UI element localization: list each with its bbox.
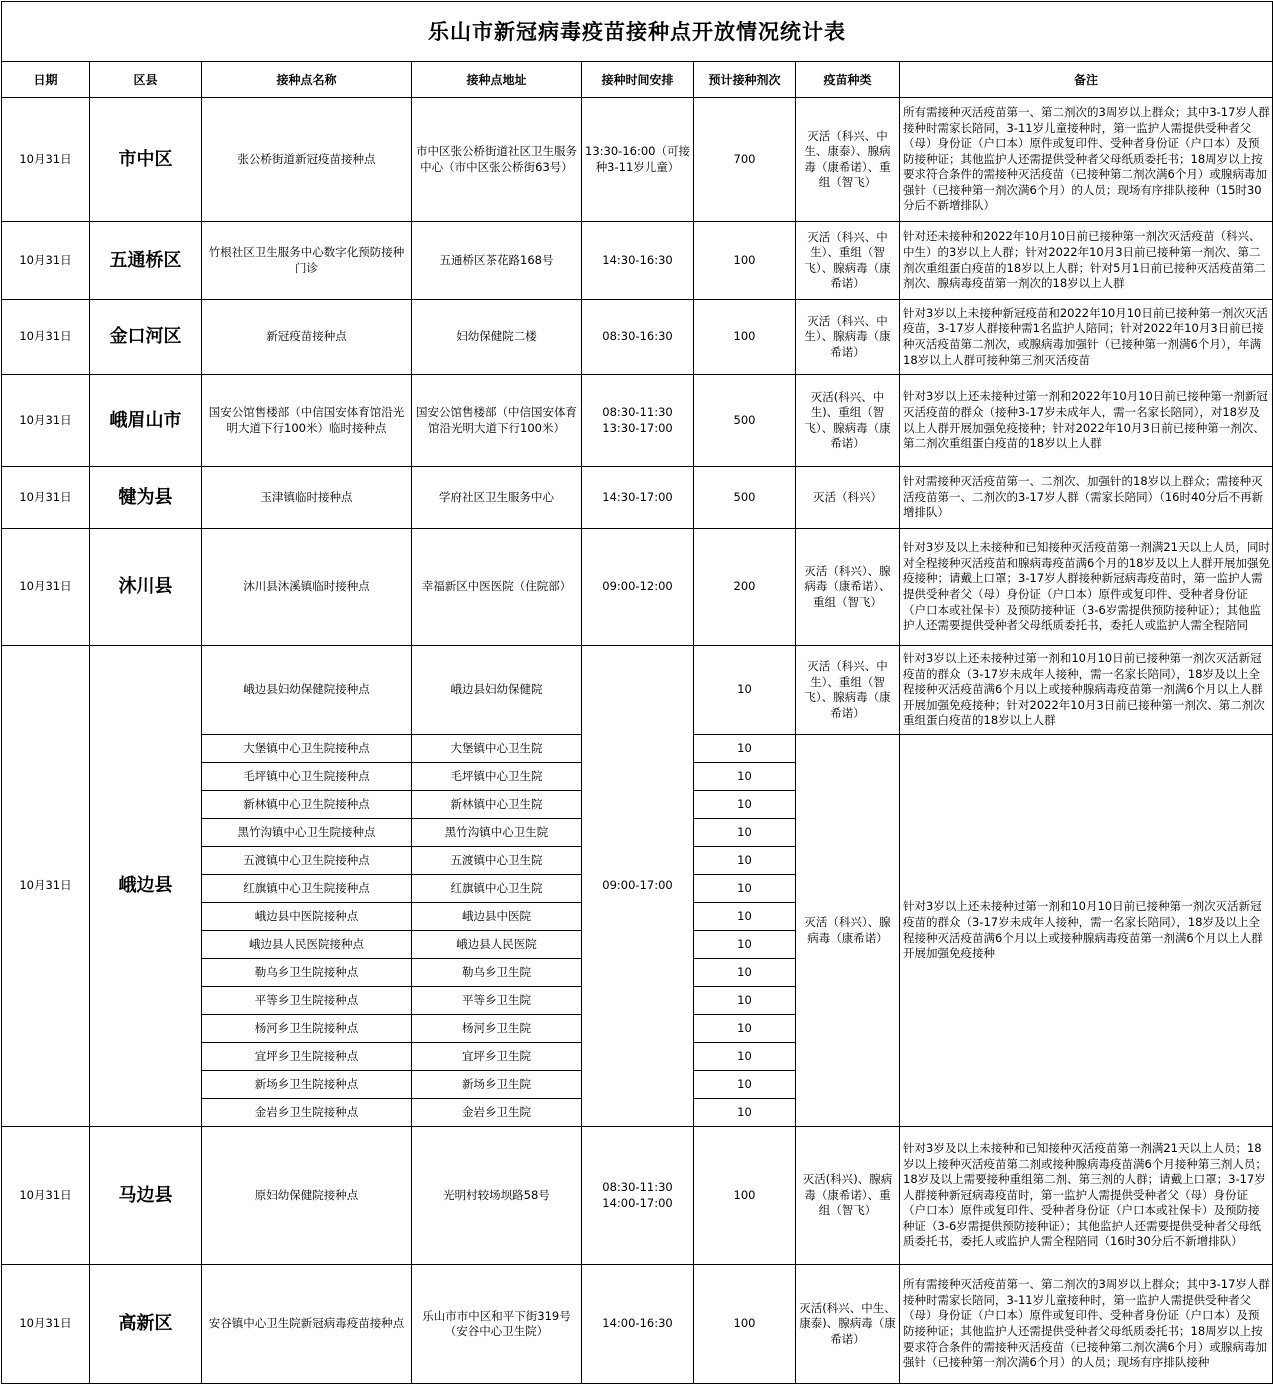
cell-site-name: 峨边县中医院接种点 xyxy=(202,903,412,931)
cell-county: 沐川县 xyxy=(90,529,202,646)
cell-county: 五通桥区 xyxy=(90,222,202,300)
cell-site-address: 学府社区卫生服务中心 xyxy=(412,467,582,529)
cell-note: 针对3岁及以上未接种和已知接种灭活疫苗第一剂满21天以上人员；18岁以上接种灭活疫苗第二剂或接种腺病毒疫苗满6个月接种第三剂人员；18岁及以上需要接种重组第二剂、第三剂的人群；请戴上口罩；3-17岁人群接种新冠病毒疫苗时，第一监护人需提供受种者父（母）身份证（户口本）原件或复印件、受种者身份证（户口本或社保卡）及预防接种证（3-6岁需提供预防接种证）；其他监护人还需要提供受种者父母纸质委托书，委托人或监护人需全程陪同（16时30分后不新增排队） xyxy=(900,1127,1273,1265)
cell-site-address: 新林镇中心卫生院 xyxy=(412,791,582,819)
cell-doses: 10 xyxy=(694,1099,796,1127)
table-row xyxy=(2,529,1273,646)
cell-site-address: 平等乡卫生院 xyxy=(412,987,582,1015)
cell-doses: 10 xyxy=(694,903,796,931)
header-date: 日期 xyxy=(2,62,90,98)
cell-site-name: 峨边县妇幼保健院接种点 xyxy=(202,646,412,735)
cell-site-address: 杨河乡卫生院 xyxy=(412,1015,582,1043)
cell-vaccine: 灭活(科兴、中生、康泰)、腺病毒（康希诺） xyxy=(796,1265,900,1384)
page-title: 乐山市新冠病毒疫苗接种点开放情况统计表 xyxy=(2,2,1273,62)
cell-doses: 100 xyxy=(694,1265,796,1384)
cell-site-address: 市中区张公桥街道社区卫生服务中心（市中区张公桥街63号） xyxy=(412,98,582,222)
cell-doses: 100 xyxy=(694,300,796,375)
cell-doses: 500 xyxy=(694,467,796,529)
cell-site-address: 新场乡卫生院 xyxy=(412,1071,582,1099)
cell-time: 13:30-16:00（可接种3-11岁儿童） xyxy=(582,98,694,222)
cell-site-name: 新林镇中心卫生院接种点 xyxy=(202,791,412,819)
table-row xyxy=(2,1127,1273,1265)
cell-date: 10月31日 xyxy=(2,1265,90,1384)
cell-county: 峨眉山市 xyxy=(90,375,202,467)
cell-county: 高新区 xyxy=(90,1265,202,1384)
cell-doses: 10 xyxy=(694,646,796,735)
cell-site-name: 国安公馆售楼部（中信国安体育馆沿光明大道下行100米）临时接种点 xyxy=(202,375,412,467)
cell-date: 10月31日 xyxy=(2,646,90,1127)
cell-doses: 10 xyxy=(694,987,796,1015)
cell-site-name: 沐川县沐溪镇临时接种点 xyxy=(202,529,412,646)
cell-doses: 10 xyxy=(694,819,796,847)
cell-site-address: 红旗镇中心卫生院 xyxy=(412,875,582,903)
cell-site-name: 安谷镇中心卫生院新冠病毒疫苗接种点 xyxy=(202,1265,412,1384)
cell-note: 所有需接种灭活疫苗第一、第二剂次的3周岁以上群众；其中3-17岁人群接种时需家长陪同，3-11岁儿童接种时，第一监护人需提供受种者父（母）身份证（户口本）原件或复印件、受种者身份证（户口本）及预防接种证；其他监护人还需提供受种者父母纸质委托书；18周岁以上按要求符合条件的需接种灭活疫苗（已接种第二剂次满6个月）或腺病毒加强针（已接种第一剂次满6个月）的人员；现场有序排队接种（15时30分后不新增排队） xyxy=(900,98,1273,222)
header-site-address: 接种点地址 xyxy=(412,62,582,98)
cell-date: 10月31日 xyxy=(2,300,90,375)
vaccination-sites-table xyxy=(1,1,1273,1384)
table-row xyxy=(2,222,1273,300)
cell-site-name: 竹根社区卫生服务中心数字化预防接种门诊 xyxy=(202,222,412,300)
cell-site-address: 大堡镇中心卫生院 xyxy=(412,735,582,763)
cell-note: 针对3岁以上还未接种过第一剂和10月10日前已接种第一剂次灭活新冠疫苗的群众（3-17岁未成年人接种，需一名家长陪同），18岁及以上全程接种灭活疫苗满6个月以上或接种腺病毒疫苗第一剂满6个月以上人群开展加强免疫接种；针对2022年10月3日前已接种第一剂次、第二剂次重组蛋白疫苗的18岁以上人群 xyxy=(900,646,1273,735)
cell-vaccine: 灭活（科兴、中生）、重组（智飞）、腺病毒（康希诺） xyxy=(796,646,900,735)
cell-vaccine: 灭活（科兴）、腺病毒（康希诺） xyxy=(796,735,900,1127)
cell-site-name: 五渡镇中心卫生院接种点 xyxy=(202,847,412,875)
table-row xyxy=(2,300,1273,375)
cell-note: 针对还未接种和2022年10月10日前已接种第一剂次灭活疫苗（科兴、中生）的3岁以上人群；针对2022年10月3日前已接种第一剂次、第二剂次重组蛋白疫苗的18岁以上人群；针对5月1日前已接种灭活疫苗第二剂次、腺病毒疫苗第一剂次的18岁以上人群 xyxy=(900,222,1273,300)
table-row xyxy=(2,1265,1273,1384)
cell-vaccine: 灭活(科兴、中生)、重组（智飞）、腺病毒（康希诺） xyxy=(796,375,900,467)
table-row xyxy=(2,98,1273,222)
cell-note: 针对3岁以上未接种新冠疫苗和2022年10月10日前已接种第一剂次灭活疫苗，3-17岁人群接种需1名监护人陪同；针对2022年10月3日前已接种灭活疫苗第二剂次，或腺病毒加强针（已接种第一剂满6个月），年满18岁以上人群可接种第三剂灭活疫苗 xyxy=(900,300,1273,375)
cell-site-name: 原妇幼保健院接种点 xyxy=(202,1127,412,1265)
cell-doses: 10 xyxy=(694,1043,796,1071)
cell-site-name: 宜坪乡卫生院接种点 xyxy=(202,1043,412,1071)
table-row xyxy=(2,646,1273,735)
cell-date: 10月31日 xyxy=(2,222,90,300)
cell-county: 犍为县 xyxy=(90,467,202,529)
cell-county: 马边县 xyxy=(90,1127,202,1265)
table-row xyxy=(2,467,1273,529)
cell-doses: 700 xyxy=(694,98,796,222)
cell-site-name: 黑竹沟镇中心卫生院接种点 xyxy=(202,819,412,847)
cell-site-name: 新冠疫苗接种点 xyxy=(202,300,412,375)
cell-county: 市中区 xyxy=(90,98,202,222)
cell-site-name: 张公桥街道新冠疫苗接种点 xyxy=(202,98,412,222)
cell-doses: 100 xyxy=(694,222,796,300)
cell-date: 10月31日 xyxy=(2,375,90,467)
cell-site-address: 幸福新区中医医院（住院部） xyxy=(412,529,582,646)
cell-site-address: 毛坪镇中心卫生院 xyxy=(412,763,582,791)
cell-vaccine: 灭活（科兴） xyxy=(796,467,900,529)
cell-site-address: 五渡镇中心卫生院 xyxy=(412,847,582,875)
cell-doses: 200 xyxy=(694,529,796,646)
cell-doses: 500 xyxy=(694,375,796,467)
cell-vaccine: 灭活（科兴、中生、康泰）、腺病毒（康希诺）、重组（智飞） xyxy=(796,98,900,222)
cell-doses: 10 xyxy=(694,959,796,987)
cell-site-address: 乐山市市中区和平下街319号（安谷中心卫生院） xyxy=(412,1265,582,1384)
cell-time: 09:00-12:00 xyxy=(582,529,694,646)
header-vaccine: 疫苗种类 xyxy=(796,62,900,98)
cell-site-address: 宜坪乡卫生院 xyxy=(412,1043,582,1071)
cell-doses: 10 xyxy=(694,1071,796,1099)
cell-site-address: 峨边县中医院 xyxy=(412,903,582,931)
cell-note: 针对3岁及以上未接种和已知接种灭活疫苗第一剂满21天以上人员，同时对全程接种灭活疫苗和腺病毒疫苗满6个月的18岁及以上人群开展加强免疫接种；请戴上口罩；3-17岁人群接种新冠病毒疫苗时，第一监护人需提供受种者父（母）身份证（户口本）原件或复印件、受种者身份证（户口本或社保卡）及预防接种证（3-6岁需提供预防接种证）；其他监护人还需要提供受种者父母纸质委托书，委托人或监护人需全程陪同 xyxy=(900,529,1273,646)
cell-time: 08:30-11:30 13:30-17:00 xyxy=(582,375,694,467)
cell-doses: 10 xyxy=(694,847,796,875)
cell-time: 14:00-16:30 xyxy=(582,1265,694,1384)
cell-doses: 100 xyxy=(694,1127,796,1265)
cell-site-address: 黑竹沟镇中心卫生院 xyxy=(412,819,582,847)
cell-site-name: 平等乡卫生院接种点 xyxy=(202,987,412,1015)
cell-county: 金口河区 xyxy=(90,300,202,375)
cell-note: 针对3岁以上还未接种过第一剂和2022年10月10日前已接种第一剂新冠灭活疫苗的群众（接种3-17岁未成年人，需一名家长陪同），对18岁及以上人群开展加强免疫接种；针对2022年10月3日前已接种第一剂次、第二剂次重组蛋白疫苗的18岁以上人群 xyxy=(900,375,1273,467)
cell-note: 针对需接种灭活疫苗第一、二剂次、加强针的18岁以上群众；需接种灭活疫苗第一、二剂次的3-17岁人群（需家长陪同）（16时40分后不再新增排队） xyxy=(900,467,1273,529)
cell-site-address: 光明村较场坝路58号 xyxy=(412,1127,582,1265)
cell-vaccine: 灭活（科兴、中生）、重组（智飞）、腺病毒（康希诺） xyxy=(796,222,900,300)
cell-date: 10月31日 xyxy=(2,529,90,646)
cell-date: 10月31日 xyxy=(2,1127,90,1265)
cell-county: 峨边县 xyxy=(90,646,202,1127)
cell-vaccine: 灭活(科兴)、腺病毒（康希诺）、重组（智飞） xyxy=(796,1127,900,1265)
header-time: 接种时间安排 xyxy=(582,62,694,98)
cell-doses: 10 xyxy=(694,763,796,791)
cell-site-name: 峨边县人民医院接种点 xyxy=(202,931,412,959)
cell-doses: 10 xyxy=(694,1015,796,1043)
cell-site-name: 金岩乡卫生院接种点 xyxy=(202,1099,412,1127)
cell-site-name: 新场乡卫生院接种点 xyxy=(202,1071,412,1099)
cell-site-name: 大堡镇中心卫生院接种点 xyxy=(202,735,412,763)
table-row xyxy=(2,375,1273,467)
cell-doses: 10 xyxy=(694,931,796,959)
cell-date: 10月31日 xyxy=(2,98,90,222)
cell-date: 10月31日 xyxy=(2,467,90,529)
cell-doses: 10 xyxy=(694,875,796,903)
cell-time: 09:00-17:00 xyxy=(582,646,694,1127)
cell-site-name: 杨河乡卫生院接种点 xyxy=(202,1015,412,1043)
cell-note: 所有需接种灭活疫苗第一、第二剂次的3周岁以上群众；其中3-17岁人群接种时需家长陪同，3-11岁儿童接种时，第一监护人需提供受种者父（母）身份证（户口本）原件或复印件、受种者身份证（户口本）及预防接种证；其他监护人还需提供受种者父母纸质委托书；18周岁以上按要求符合条件的需接种灭活疫苗（已接种第二剂次满6个月）或腺病毒加强针（已接种第一剂次满6个月）的人员；现场有序排队接种 xyxy=(900,1265,1273,1384)
cell-site-address: 峨边县人民医院 xyxy=(412,931,582,959)
header-doses: 预计接种剂次 xyxy=(694,62,796,98)
cell-site-name: 毛坪镇中心卫生院接种点 xyxy=(202,763,412,791)
cell-site-name: 红旗镇中心卫生院接种点 xyxy=(202,875,412,903)
cell-note: 针对3岁以上还未接种过第一剂和10月10日前已接种第一剂次灭活新冠疫苗的群众（3-17岁未成年人接种，需一名家长陪同），18岁及以上全程接种灭活疫苗满6个月以上或接种腺病毒疫苗第一剂满6个月以上人群开展加强免疫接种 xyxy=(900,735,1273,1127)
header-site-name: 接种点名称 xyxy=(202,62,412,98)
cell-site-address: 勒乌乡卫生院 xyxy=(412,959,582,987)
cell-site-address: 五通桥区茶花路168号 xyxy=(412,222,582,300)
cell-site-name: 玉津镇临时接种点 xyxy=(202,467,412,529)
cell-time: 14:30-17:00 xyxy=(582,467,694,529)
cell-time: 08:30-16:30 xyxy=(582,300,694,375)
cell-vaccine: 灭活（科兴）、腺病毒（康希诺）、重组（智飞） xyxy=(796,529,900,646)
cell-site-name: 勒乌乡卫生院接种点 xyxy=(202,959,412,987)
cell-doses: 10 xyxy=(694,735,796,763)
header-row xyxy=(2,62,1273,98)
cell-site-address: 峨边县妇幼保健院 xyxy=(412,646,582,735)
cell-site-address: 国安公馆售楼部（中信国安体育馆沿光明大道下行100米） xyxy=(412,375,582,467)
header-note: 备注 xyxy=(900,62,1273,98)
cell-site-address: 金岩乡卫生院 xyxy=(412,1099,582,1127)
cell-vaccine: 灭活（科兴、中生）、腺病毒（康希诺） xyxy=(796,300,900,375)
cell-doses: 10 xyxy=(694,791,796,819)
cell-time: 14:30-16:30 xyxy=(582,222,694,300)
cell-time: 08:30-11:30 14:00-17:00 xyxy=(582,1127,694,1265)
header-county: 区县 xyxy=(90,62,202,98)
cell-site-address: 妇幼保健院二楼 xyxy=(412,300,582,375)
